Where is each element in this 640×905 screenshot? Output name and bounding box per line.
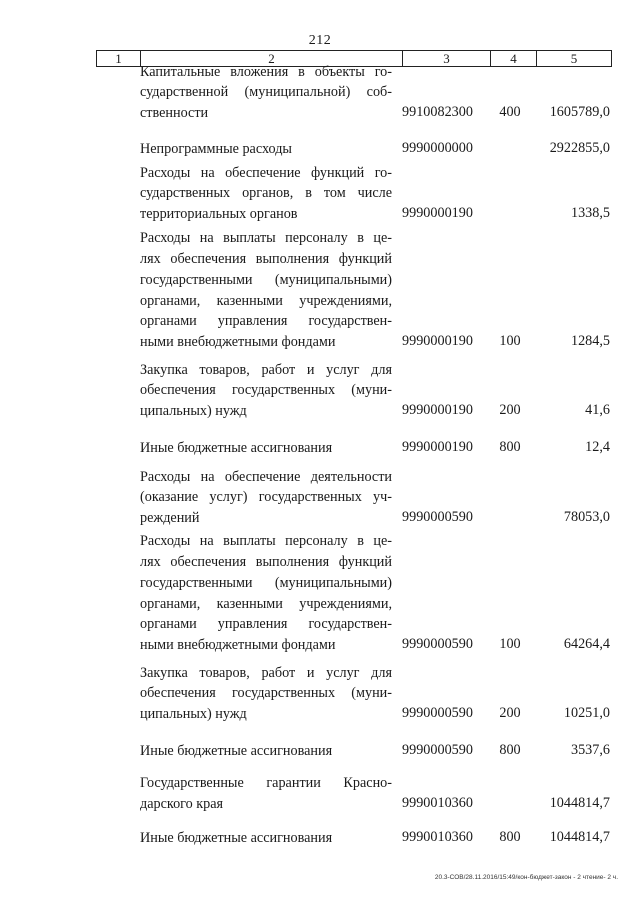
row-description-line: ципальных) нужд <box>140 403 247 420</box>
row-description-line: органами управления государствен- <box>140 313 392 330</box>
row-description-line: органами управления государствен- <box>140 616 392 633</box>
row-target-code: 9990000190 <box>402 402 473 419</box>
row-description-line: Закупка товаров, работ и услуг для <box>140 361 392 378</box>
row-description-line: ципальных) нужд <box>140 706 247 723</box>
row-target-code: 9990000590 <box>402 705 473 722</box>
row-description-line: государственными (муниципальными) <box>140 574 392 591</box>
column-header-2: 2 <box>141 51 403 66</box>
row-amount: 1338,5 <box>570 205 610 222</box>
row-description-line: реждений <box>140 510 200 527</box>
row-expense-kind: 100 <box>499 333 521 350</box>
row-description-line: обеспечения государственных (муни- <box>140 685 392 702</box>
row-amount: 2922855,0 <box>549 140 610 157</box>
row-expense-kind: 200 <box>499 402 521 419</box>
row-amount: 1044814,7 <box>549 829 610 846</box>
row-description-line: государственными (муниципальными) <box>140 271 392 288</box>
footer-note: 20.3-СОВ/28.11.2016/15:49/кон-бюджет-закон - 2 чтение- 2 ч. <box>434 874 618 881</box>
row-amount: 78053,0 <box>563 509 610 526</box>
column-header-1: 1 <box>97 51 141 66</box>
row-description-line: Расходы на выплаты персоналу в це- <box>140 533 392 550</box>
row-description-line: ственности <box>140 105 209 122</box>
row-target-code: 9990000190 <box>402 205 473 222</box>
row-description-line: Закупка товаров, работ и услуг для <box>140 664 392 681</box>
row-amount: 1605789,0 <box>549 104 610 121</box>
row-target-code: 9990000190 <box>402 333 473 350</box>
row-description-line: (оказание услуг) государственных уч- <box>140 489 392 506</box>
row-target-code: 9990010360 <box>402 829 473 846</box>
row-amount: 12,4 <box>585 439 610 456</box>
row-amount: 41,6 <box>585 402 610 419</box>
row-description-line: Непрограммные расходы <box>140 141 292 158</box>
row-target-code: 9990010360 <box>402 795 473 812</box>
row-target-code: 9910082300 <box>402 104 473 121</box>
row-description-line: ными внебюджетными фондами <box>140 637 336 654</box>
column-header-5: 5 <box>570 51 578 66</box>
row-description-line: органами, казенными учреждениями, <box>140 292 392 309</box>
row-target-code: 9990000590 <box>402 742 473 759</box>
row-description-line: Расходы на обеспечение деятельности <box>140 468 392 485</box>
row-description-line: лях обеспечения выполнения функций <box>140 554 392 571</box>
row-description-line: территориальных органов <box>140 206 298 223</box>
row-amount: 3537,6 <box>570 742 610 759</box>
row-target-code: 9990000590 <box>402 636 473 653</box>
row-amount: 10251,0 <box>563 705 610 722</box>
column-header-4: 4 <box>491 51 537 66</box>
row-description-line: Иные бюджетные ассигнования <box>140 440 333 457</box>
row-amount: 1284,5 <box>570 333 610 350</box>
row-description-line: дарского края <box>140 796 224 813</box>
row-expense-kind: 800 <box>499 742 521 759</box>
row-expense-kind: 800 <box>499 829 521 846</box>
column-header-3: 3 <box>403 51 491 66</box>
row-target-code: 9990000190 <box>402 439 473 456</box>
row-description-line: Иные бюджетные ассигнования <box>140 743 333 760</box>
row-expense-kind: 400 <box>499 104 521 121</box>
page-number: 212 <box>308 33 332 48</box>
row-description-line: Иные бюджетные ассигнования <box>140 830 333 847</box>
row-expense-kind: 800 <box>499 439 521 456</box>
row-description <box>140 828 392 849</box>
row-description-line: сударственных органов, в том числе <box>140 185 392 202</box>
row-description-line: Расходы на обеспечение функций го- <box>140 164 392 181</box>
row-description-line: Капитальные вложения в объекты го- <box>140 63 392 80</box>
row-description-line: лях обеспечения выполнения функций <box>140 251 392 268</box>
row-description-line: сударственной (муниципальной) соб- <box>140 84 392 101</box>
row-description-line: органами, казенными учреждениями, <box>140 595 392 612</box>
row-target-code: 9990000590 <box>402 509 473 526</box>
row-description-line: ными внебюджетными фондами <box>140 334 336 351</box>
row-target-code: 9990000000 <box>402 140 473 157</box>
row-description-line: Государственные гарантии Красно- <box>140 775 392 792</box>
row-description-line: обеспечения государственных (муни- <box>140 382 392 399</box>
row-expense-kind: 200 <box>499 705 521 722</box>
row-description-line: Расходы на выплаты персоналу в це- <box>140 230 392 247</box>
row-amount: 64264,4 <box>563 636 610 653</box>
row-amount: 1044814,7 <box>549 795 610 812</box>
row-expense-kind: 100 <box>499 636 521 653</box>
